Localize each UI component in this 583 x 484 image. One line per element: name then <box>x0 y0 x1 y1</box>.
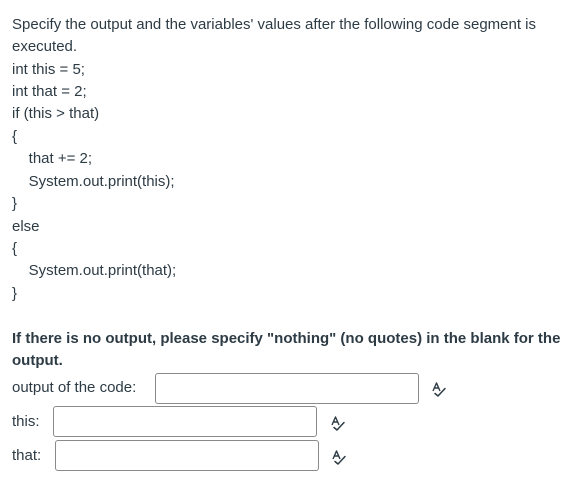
code-line: System.out.print(that); <box>12 262 177 279</box>
code-line: { <box>12 128 18 145</box>
code-line: int that = 2; <box>12 83 87 100</box>
question-prompt-line-1: Specify the output and the variables' values after the following code segment is <box>12 16 537 33</box>
instruction-line-1: If there is no output, please specify "nothing" (no quotes) in the blank for the <box>12 330 561 347</box>
code-line: if (this > that) <box>12 105 100 122</box>
code-line: } <box>12 285 18 302</box>
output-field-label: output of the code: <box>12 379 137 396</box>
code-line: System.out.print(this); <box>12 173 175 190</box>
instruction-line-2: output. <box>12 352 63 369</box>
spellcheck-icon[interactable] <box>430 380 448 398</box>
code-line: } <box>12 195 18 212</box>
question-prompt-line-2: executed. <box>12 38 78 55</box>
this-field-label: this: <box>12 413 40 430</box>
this-value-input[interactable] <box>53 406 317 437</box>
code-line: else <box>12 218 40 235</box>
that-value-input[interactable] <box>55 440 319 471</box>
code-line: { <box>12 240 18 257</box>
that-field-label: that: <box>12 447 42 464</box>
spellcheck-icon[interactable] <box>329 414 347 432</box>
code-line: int this = 5; <box>12 61 85 78</box>
output-answer-input[interactable] <box>155 373 419 404</box>
spellcheck-icon[interactable] <box>330 448 348 466</box>
code-line: that += 2; <box>12 150 93 167</box>
